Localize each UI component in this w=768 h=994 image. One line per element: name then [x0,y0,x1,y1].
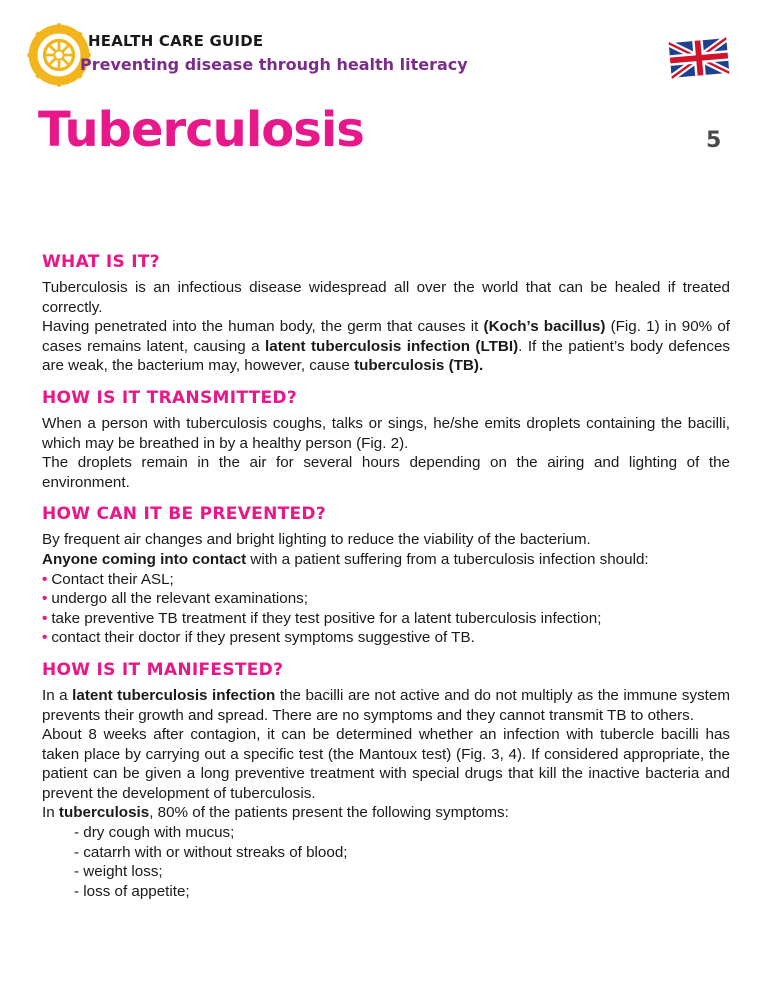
list-item: - loss of appetite; [74,882,190,900]
text-run: with a patient suffering from a tuberculosis infection should: [246,550,649,568]
bold-text: latent tuberculosis infection (LTBI) [265,337,519,355]
text-run: (Fig. 1) in 90% of cases remains latent, causing a [42,318,730,355]
paragraph [42,550,730,570]
page-number: 5 [706,128,722,153]
bold-text: (Koch’s bacillus) [483,318,606,336]
list-item-text: take preventive TB treatment if they test positive for a latent tuberculosis infection; [51,609,602,627]
list-item [42,609,730,629]
document-body [42,252,730,913]
list-item: - weight loss; [74,863,163,881]
text-run: By frequent air changes and bright lighting to reduce the viability of the bacterium. [42,531,591,549]
paragraph [42,278,730,317]
section [42,660,730,902]
section-heading: HOW IS IT TRANSMITTED? [42,387,298,408]
guide-subtitle: Preventing disease through health literacy [80,55,468,74]
bold-text: tuberculosis (TB). [354,357,484,375]
paragraph [42,803,730,823]
text-run: . If the patient’s body defences are weak, the bacterium may, however, cause [42,337,730,375]
paragraph [42,317,730,376]
bold-text: latent tuberculosis infection [72,686,276,704]
bold-text: Anyone coming into contact [42,550,247,568]
text-run: Having penetrated into the human body, the germ that causes it [42,318,484,336]
section [42,504,730,648]
list-item-text: undergo all the relevant examinations; [51,590,308,608]
list-item: - catarrh with or without streaks of blood; [74,843,348,861]
bullet-icon: • [42,590,48,608]
list-item [42,628,730,648]
paragraph [42,530,730,550]
list-item-text: Contact their ASL; [51,570,174,588]
section-heading: HOW IS IT MANIFESTED? [42,659,284,680]
paragraph [42,453,730,492]
text-run: In [42,804,59,822]
page-header [0,0,768,110]
bold-text: tuberculosis [58,804,150,822]
text-run: When a person with tuberculosis coughs, talks or sings, he/she emits droplets containing the bacilli, which may be breathed in by a healthy person (Fig. 2). [42,414,730,452]
guide-title: HEALTH CARE GUIDE [88,32,264,50]
text-run: The droplets remain in the air for several hours depending on the airing and lighting of the environment. [42,454,730,491]
list-item [42,589,730,609]
section-heading: WHAT IS IT? [42,252,160,272]
text-run: Tuberculosis is an infectious disease widespread all over the world that can be healed if treated correctly. [42,279,730,316]
bullet-icon: • [42,629,48,647]
section-heading: HOW CAN IT BE PREVENTED? [42,504,326,525]
uk-flag-icon [668,36,729,81]
bullet-icon: • [42,570,48,588]
list-item-text: contact their doctor if they present symptoms suggestive of TB. [51,629,475,647]
text-run: the bacilli are not active and do not multiply as the immune system prevents their growth and spread. There are no symptoms and they cannot transmit TB to others. [42,686,730,724]
text-run: , 80% of the patients present the following symptoms: [149,804,509,822]
paragraph [42,686,730,725]
text-run: About 8 weeks after contagion, it can be determined whether an infection with tubercle bacilli has taken place by carrying out a specific test (the Mantoux test) (Fig. 3, 4). If considered appropriate, the patient can be given a long preventive treatment with special drugs that kill the inactive bacteria and prevent the development of tuberculosis. [42,726,730,802]
paragraph [42,414,730,453]
list-item: - dry cough with mucus; [74,824,235,842]
page-title: Tuberculosis [38,102,364,158]
bullet-icon: • [42,609,48,627]
symptom-list [42,823,730,901]
paragraph [42,725,730,803]
bullet-list [42,570,730,648]
section [42,388,730,492]
list-item [42,570,730,590]
section [42,252,730,376]
text-run: In a [42,686,73,704]
